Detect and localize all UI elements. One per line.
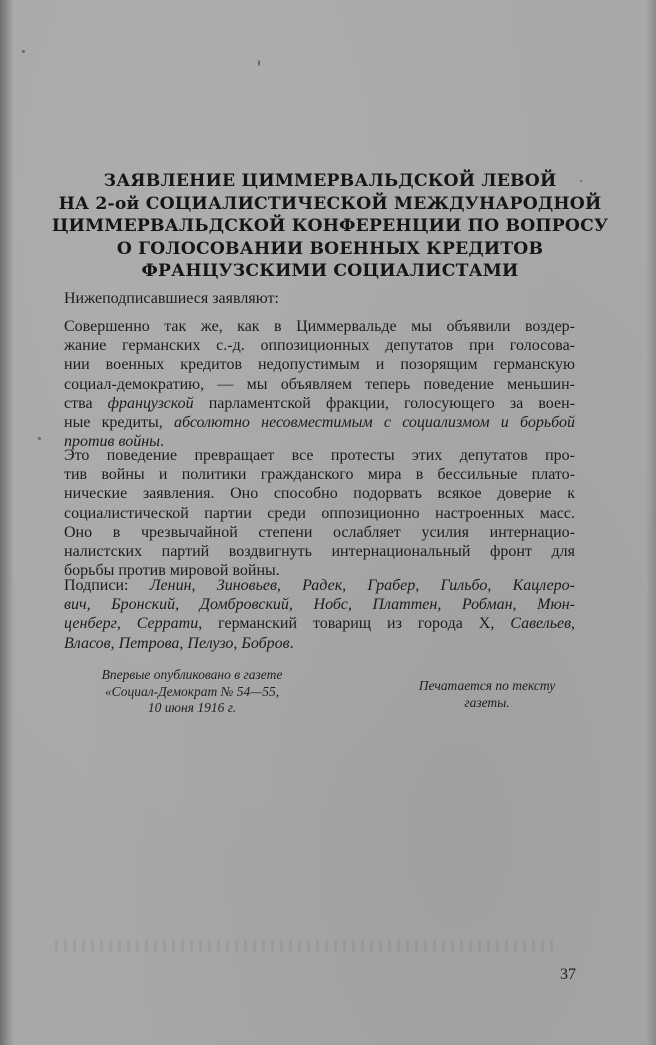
- title-line-4: О ГОЛОСОВАНИИ ВОЕННЫХ КРЕДИТОВ: [116, 238, 544, 259]
- italic-run: французской: [107, 394, 194, 412]
- paragraph-1-line: [64, 413, 575, 432]
- title-line-1: ЗАЯВЛЕНИЕ ЦИММЕРВАЛЬДСКОЙ ЛЕВОЙ: [103, 171, 557, 191]
- signatures-line: [64, 576, 575, 595]
- italic-run: Власов, Петрова, Пелузо, Бобров: [64, 634, 290, 652]
- italic-run: Ленин, Зиновьев, Радек, Грабер, Гильбо, Кацлеро-: [149, 577, 576, 594]
- paragraph-1: [64, 317, 575, 451]
- text-run: Подписи:: [64, 577, 150, 594]
- paragraph-2: [64, 446, 575, 580]
- paragraph-1-line: [64, 394, 575, 413]
- paragraph-2-line: тив войны и политики гражданского мира в бессильные плато-: [64, 466, 575, 484]
- paragraph-2-line: Оно в чрезвычайной степени ослабляет усилия интернацио-: [64, 523, 575, 541]
- publication-note-line: «Социал-Демократ № 54—55,: [104, 683, 280, 699]
- publication-note-line: Впервые опубликовано в газете: [101, 667, 283, 682]
- italic-run: Савельев,: [510, 615, 576, 633]
- italic-run: против войны: [64, 433, 161, 451]
- title-line-5: ФРАНЦУЗСКИМИ СОЦИАЛИСТАМИ: [141, 261, 519, 281]
- document-title: [40, 170, 620, 283]
- text-run: ные кредиты,: [64, 414, 175, 432]
- paragraph-1-line: нии военных кредитов недопустимым и позорящим германскую: [64, 356, 575, 374]
- ink-speck: [580, 180, 582, 182]
- page-number: 37: [560, 966, 576, 983]
- title-line-2: НА 2-ой СОЦИАЛИСТИЧЕСКОЙ МЕЖДУНАРОДНОЙ: [58, 193, 602, 214]
- intro-line: [64, 289, 575, 308]
- paragraph-2-line: борьбы против мировой войны.: [64, 562, 280, 580]
- ink-speck: [38, 437, 41, 440]
- paragraph-2-line: Это поведение превращает все протесты этих депутатов про-: [64, 447, 575, 464]
- paragraph-1-line: Совершенно так же, как в Циммервальде мы объявили воздер-: [64, 318, 575, 335]
- text-run: .: [160, 433, 165, 451]
- ink-speck: [258, 60, 260, 66]
- print-bleed-through: [55, 940, 555, 952]
- paragraph-2-line: налистских партий воздвигнуть интернациональный фронт для: [64, 543, 575, 561]
- publication-note-line: 10 июня 1916 г.: [147, 700, 237, 715]
- intro-text: Нижеподписавшиеся заявляют:: [64, 290, 279, 307]
- paragraph-2-line: нические заявления. Оно способно подорвать всякое доверие к: [64, 485, 575, 503]
- ink-speck: [22, 50, 25, 53]
- text-run: .: [289, 634, 294, 652]
- signatures-line: [64, 634, 575, 653]
- source-note: [392, 678, 582, 711]
- text-run: , германский товарищ из города X,: [198, 615, 511, 633]
- italic-run: вич, Бронский, Домбровский, Нобс, Платтен, Робман, Мюн-: [64, 596, 575, 614]
- paragraph-1-line: социал-демократию, — мы объявляем теперь поведение меньшин-: [64, 375, 575, 393]
- title-line-3: ЦИММЕРВАЛЬДСКОЙ КОНФЕРЕНЦИИ ПО ВОПРОСУ: [51, 216, 609, 236]
- signatures-line: [64, 595, 575, 614]
- text-run: ства: [64, 394, 108, 412]
- source-note-line: Печатается по тексту: [418, 678, 556, 693]
- italic-run: ценберг, Серрати: [64, 615, 199, 633]
- publication-note: [72, 667, 312, 717]
- text-run: парламентской фракции, голосующего за воен-: [193, 394, 575, 412]
- signatures-paragraph: [64, 576, 575, 653]
- italic-run: абсолютно несовместимым с социализмом и борьбой: [174, 414, 575, 432]
- paragraph-2-line: социалистической партии среди оппозиционно настроенных масс.: [64, 504, 575, 522]
- signatures-line: [64, 614, 575, 633]
- paragraph-1-line: жание германских с.-д. оппозиционных депутатов при голосова-: [64, 337, 575, 355]
- source-note-line: газеты.: [464, 694, 510, 710]
